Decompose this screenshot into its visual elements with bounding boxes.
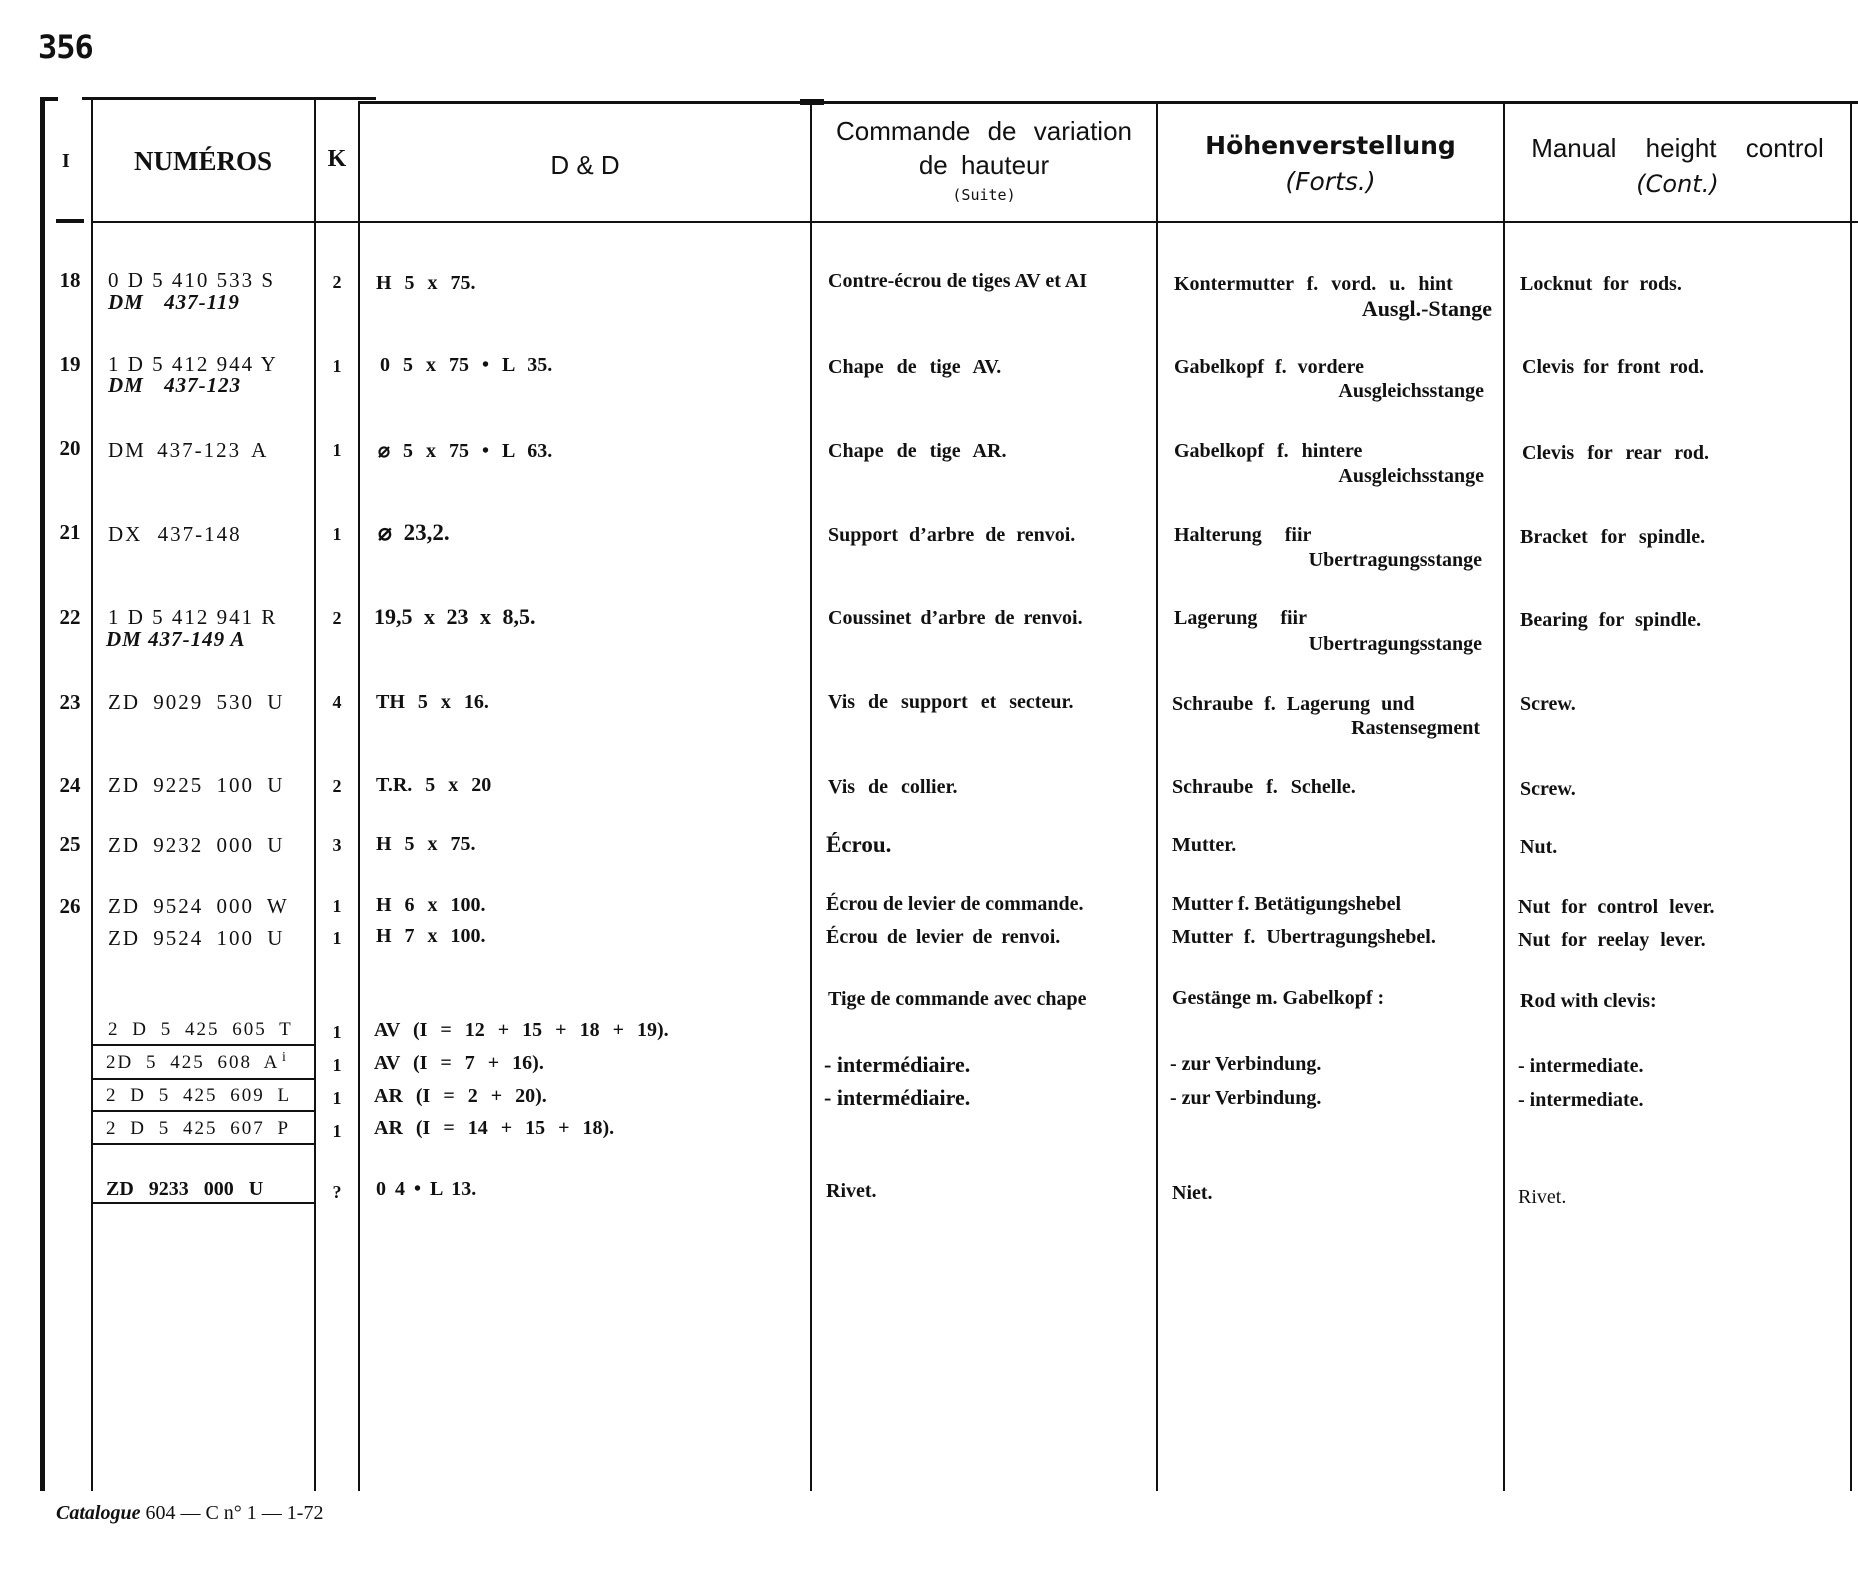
french-description: Vis de support et secteur.: [828, 691, 1074, 713]
dimensions: H 7 x 100.: [376, 925, 486, 947]
french-description: Contre-écrou de tiges AV et AI: [828, 270, 1088, 292]
part-number: 1 D 5 412 941 R: [108, 605, 278, 629]
dimensions: AR (I = 2 + 20).: [374, 1085, 547, 1107]
footer: [56, 1502, 323, 1525]
english-description: Clevis for rear rod.: [1522, 442, 1709, 464]
english-description: Nut for control lever.: [1518, 896, 1715, 918]
row-index: 20: [59, 436, 81, 460]
quantity: 2: [332, 608, 342, 628]
english-description: - intermediate.: [1518, 1089, 1644, 1111]
header-french: [812, 114, 1156, 208]
part-number-mark: i: [282, 1050, 286, 1065]
header-french-line2: de hauteur: [918, 150, 1050, 180]
english-description: Bracket for spindle.: [1520, 526, 1706, 548]
quantity: 2: [332, 776, 342, 796]
german-description: Mutter.: [1172, 834, 1237, 856]
part-number: 0 D 5 410 533 S: [108, 268, 276, 292]
french-description: Tige de commande avec chape: [828, 988, 1087, 1010]
french-description: - intermédiaire.: [824, 1052, 971, 1077]
part-number: ZD 9225 100 U: [108, 773, 285, 797]
english-description: Nut.: [1520, 836, 1558, 858]
footer-reference: 604 — C n° 1 — 1-72: [145, 1502, 324, 1524]
row-index: 26: [59, 894, 81, 918]
german-description-line2: Ubertragungsstange: [1308, 633, 1482, 655]
part-number: DX 437-148: [108, 522, 242, 546]
german-description: Kontermutter f. vord. u. hint: [1174, 273, 1453, 295]
part-number-secondary: DM 437-123: [108, 373, 242, 397]
quantity: 1: [332, 1088, 342, 1108]
german-description-line2: Rastensegment: [1351, 717, 1480, 739]
header-german: [1158, 128, 1503, 200]
quantity: 1: [332, 440, 342, 460]
header-col-numeros: NUMÉROS: [133, 146, 272, 176]
part-number: 2 D 5 425 605 T: [108, 1019, 293, 1040]
row-index: 18: [59, 268, 81, 292]
quantity: 3: [332, 835, 342, 855]
part-number: ZD 9233 000 U: [106, 1178, 264, 1200]
french-description: Support d’arbre de renvoi.: [828, 524, 1076, 546]
english-description: Rod with clevis:: [1520, 990, 1657, 1012]
dimensions: AV (I = 7 + 16).: [374, 1052, 544, 1074]
row-index: 24: [59, 773, 81, 797]
dimensions: T.R. 5 x 20: [376, 774, 492, 796]
german-description: Gabelkopf f. vordere: [1174, 356, 1364, 378]
page-number: 356: [38, 28, 93, 66]
german-description: Mutter f. Betätigungshebel: [1172, 893, 1402, 915]
row-index: 21: [59, 520, 81, 544]
header-english-line2: (Cont.): [1636, 170, 1719, 198]
header-french-line1: Commande de variation: [835, 116, 1133, 146]
header-english-line1: Manual height control: [1531, 133, 1824, 163]
german-description: Gestänge m. Gabelkopf :: [1172, 987, 1385, 1009]
german-description: Halterung fiir: [1174, 524, 1312, 546]
german-description: Niet.: [1172, 1182, 1213, 1204]
quantity: 1: [332, 524, 342, 544]
dimensions: H 5 x 75.: [376, 833, 476, 855]
french-description: Rivet.: [826, 1180, 877, 1202]
row-index: 23: [59, 690, 81, 714]
french-description: Coussinet d’arbre de renvoi.: [828, 607, 1083, 629]
german-description: Mutter f. Ubertragungshebel.: [1172, 926, 1436, 948]
english-description: Locknut for rods.: [1520, 273, 1682, 295]
part-number: 2 D 5 425 607 P: [106, 1118, 291, 1139]
english-description: Clevis for front rod.: [1522, 356, 1704, 378]
german-description: - zur Verbindung.: [1170, 1053, 1322, 1075]
quantity: 1: [332, 928, 342, 948]
header-col-k: K: [327, 146, 347, 172]
part-number-secondary: DM 437-119: [108, 290, 240, 314]
header-col-dd: D & D: [550, 150, 620, 180]
french-description: Chape de tige AV.: [828, 356, 1002, 378]
part-number: 1 D 5 412 944 Y: [108, 352, 278, 376]
quantity: 1: [332, 1055, 342, 1075]
english-description: Screw.: [1520, 778, 1576, 800]
dimensions: 0 4 • L 13.: [376, 1178, 477, 1200]
english-description: Screw.: [1520, 693, 1576, 715]
dimensions: TH 5 x 16.: [376, 691, 489, 713]
dimensions: 0 5 x 75 • L 35.: [380, 354, 553, 376]
french-description: Écrou de levier de renvoi.: [826, 926, 1061, 948]
header-english: [1505, 130, 1850, 202]
header-german-line2: (Forts.): [1285, 167, 1376, 196]
quantity: 1: [332, 356, 342, 376]
row-index: 19: [59, 352, 81, 376]
dimensions: H 6 x 100.: [376, 894, 486, 916]
part-number: 2 D 5 425 609 L: [106, 1085, 292, 1106]
quantity: 1: [332, 1022, 342, 1042]
german-description: Schraube f. Schelle.: [1172, 776, 1356, 798]
row-index: 22: [59, 605, 81, 629]
row-index: 25: [59, 832, 81, 856]
quantity: 1: [332, 896, 342, 916]
german-description-line2: Ausgleichsstange: [1338, 465, 1484, 487]
part-number: ZD 9524 100 U: [108, 926, 285, 950]
english-description: Bearing for spindle.: [1520, 609, 1702, 631]
header-german-line1: Höhenverstellung: [1205, 131, 1456, 160]
french-description: Écrou de levier de commande.: [826, 893, 1084, 915]
german-description-line2: Ausgl.-Stange: [1361, 296, 1492, 321]
quantity: ?: [332, 1182, 342, 1202]
part-number: DM 437-123 A: [108, 438, 269, 462]
german-description-line2: Ubertragungsstange: [1308, 549, 1482, 571]
dimensions: ⌀ 23,2.: [378, 520, 450, 545]
german-description-line2: Ausgleichsstange: [1338, 380, 1484, 402]
quantity: 2: [332, 272, 342, 292]
english-description: Rivet.: [1518, 1186, 1567, 1208]
german-description: - zur Verbindung.: [1170, 1087, 1322, 1109]
header-french-suite: (Suite): [952, 186, 1016, 204]
dimensions: 19,5 x 23 x 8,5.: [374, 604, 536, 629]
footer-catalogue: Catalogue: [56, 1502, 141, 1524]
dimensions: ⌀ 5 x 75 • L 63.: [378, 440, 553, 462]
part-number: ZD 9029 530 U: [108, 690, 285, 714]
quantity: 4: [332, 692, 342, 712]
french-description: Chape de tige AR.: [828, 440, 1007, 462]
part-number: ZD 9232 000 U: [108, 833, 285, 857]
french-description: - intermédiaire.: [824, 1085, 971, 1110]
quantity: 1: [332, 1121, 342, 1141]
german-description: Lagerung fiir: [1174, 607, 1307, 629]
english-description: Nut for reelay lever.: [1518, 929, 1706, 951]
english-description: - intermediate.: [1518, 1055, 1644, 1077]
dimensions: AV (I = 12 + 15 + 18 + 19).: [374, 1019, 669, 1041]
part-number: ZD 9524 000 W: [108, 894, 289, 918]
header-col-i: I: [62, 150, 70, 172]
part-number-secondary: DM 437-149 A: [106, 627, 246, 651]
german-description: Gabelkopf f. hintere: [1174, 440, 1363, 462]
french-description: Écrou.: [826, 832, 892, 857]
german-description: Schraube f. Lagerung und: [1172, 693, 1415, 715]
dimensions: H 5 x 75.: [376, 272, 476, 294]
part-number: 2D 5 425 608 A: [106, 1052, 280, 1073]
french-description: Vis de collier.: [828, 776, 958, 798]
dimensions: AR (I = 14 + 15 + 18).: [374, 1117, 615, 1139]
